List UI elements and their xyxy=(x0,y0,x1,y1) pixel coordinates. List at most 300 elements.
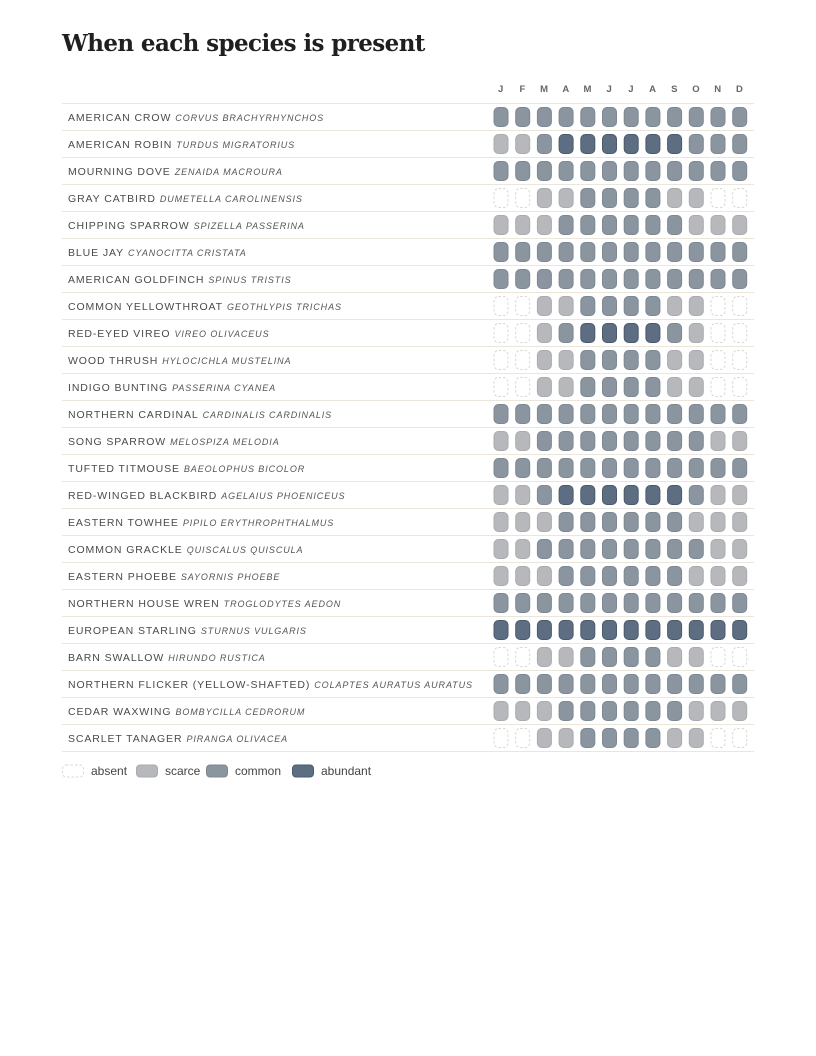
presence-cell-common xyxy=(624,297,638,316)
presence-cell-common xyxy=(494,405,508,424)
presence-cell-common xyxy=(537,459,551,478)
presence-cell-common xyxy=(581,702,595,721)
presence-cell-common xyxy=(689,162,703,181)
presence-cell-common xyxy=(603,702,617,721)
species-scientific-name: ZENAIDA MACROURA xyxy=(174,166,283,177)
presence-cell-scarce xyxy=(559,351,573,370)
presence-cell-scarce xyxy=(668,297,682,316)
presence-cell-scarce xyxy=(516,513,530,532)
species-common-name: AMERICAN CROW xyxy=(68,111,172,124)
presence-cell-absent xyxy=(733,729,747,748)
presence-cell-common xyxy=(646,648,660,667)
presence-cell-scarce xyxy=(494,567,508,586)
presence-cell-scarce xyxy=(668,189,682,208)
presence-cell-abundant xyxy=(668,621,682,640)
presence-cell-common xyxy=(646,189,660,208)
presence-cell-common xyxy=(516,675,530,694)
species-label xyxy=(68,733,288,745)
presence-cell-scarce xyxy=(689,378,703,397)
presence-cell-common xyxy=(581,459,595,478)
presence-cell-common xyxy=(559,567,573,586)
month-label: J xyxy=(606,84,613,95)
presence-cell-abundant xyxy=(516,621,530,640)
presence-cell-common xyxy=(646,702,660,721)
presence-cell-scarce xyxy=(689,513,703,532)
presence-cell-common xyxy=(733,108,747,127)
presence-cell-common xyxy=(624,648,638,667)
presence-cell-abundant xyxy=(559,486,573,505)
presence-cell-absent xyxy=(494,324,508,343)
presence-cell-common xyxy=(646,270,660,289)
presence-cell-scarce xyxy=(559,378,573,397)
presence-cell-common xyxy=(711,405,725,424)
presence-cell-common xyxy=(624,270,638,289)
presence-cell-common xyxy=(668,540,682,559)
presence-cell-common xyxy=(689,108,703,127)
species-scientific-name: AGELAIUS PHOENICEUS xyxy=(221,490,346,501)
species-label xyxy=(68,652,266,664)
presence-cell-common xyxy=(624,459,638,478)
presence-cell-common xyxy=(537,135,551,154)
presence-cell-common xyxy=(646,540,660,559)
presence-cell-common xyxy=(537,108,551,127)
presence-cell-common xyxy=(559,270,573,289)
species-common-name: COMMON YELLOWTHROAT xyxy=(68,300,223,313)
presence-cell-scarce xyxy=(733,216,747,235)
presence-cell-absent xyxy=(516,297,530,316)
presence-cell-scarce xyxy=(689,297,703,316)
presence-cell-common xyxy=(668,162,682,181)
presence-cell-common xyxy=(559,459,573,478)
presence-cell-scarce xyxy=(537,351,551,370)
presence-cell-scarce xyxy=(516,216,530,235)
presence-cell-common xyxy=(668,594,682,613)
presence-cell-common xyxy=(559,675,573,694)
month-label: O xyxy=(692,84,701,95)
presence-cell-common xyxy=(603,243,617,262)
presence-cell-common xyxy=(624,567,638,586)
presence-cell-common xyxy=(668,243,682,262)
presence-cell-common xyxy=(581,270,595,289)
species-common-name: CEDAR WAXWING xyxy=(68,705,172,718)
month-label: A xyxy=(562,84,570,95)
species-common-name: EUROPEAN STARLING xyxy=(68,624,197,637)
presence-cell-absent xyxy=(711,351,725,370)
presence-cell-common xyxy=(668,270,682,289)
presence-cell-common xyxy=(689,405,703,424)
presence-cell-common xyxy=(581,162,595,181)
species-scientific-name: SAYORNIS PHOEBE xyxy=(180,571,281,582)
species-scientific-name: BAEOLOPHUS BICOLOR xyxy=(183,463,306,474)
presence-cell-common xyxy=(603,540,617,559)
species-scientific-name: BOMBYCILLA CEDRORUM xyxy=(175,706,306,717)
presence-cell-scarce xyxy=(711,567,725,586)
presence-cell-abundant xyxy=(603,486,617,505)
presence-cell-common xyxy=(668,324,682,343)
presence-cell-scarce xyxy=(689,216,703,235)
presence-cell-scarce xyxy=(537,324,551,343)
species-common-name: WOOD THRUSH xyxy=(68,354,159,367)
presence-cell-common xyxy=(689,594,703,613)
presence-cell-common xyxy=(624,702,638,721)
presence-cell-abundant xyxy=(646,486,660,505)
species-common-name: EASTERN PHOEBE xyxy=(68,570,177,583)
species-label xyxy=(68,571,280,583)
presence-cell-scarce xyxy=(689,567,703,586)
presence-cell-common xyxy=(516,162,530,181)
presence-cell-common xyxy=(733,675,747,694)
presence-cell-absent xyxy=(494,351,508,370)
presence-cell-common xyxy=(603,729,617,748)
presence-cell-common xyxy=(733,243,747,262)
presence-cell-absent xyxy=(733,189,747,208)
month-label: M xyxy=(540,84,549,95)
presence-cell-common xyxy=(646,594,660,613)
species-label xyxy=(68,625,307,637)
presence-cell-common xyxy=(603,405,617,424)
month-label: F xyxy=(519,84,526,95)
presence-cell-common xyxy=(559,513,573,532)
presence-cell-common xyxy=(537,270,551,289)
presence-cell-common xyxy=(646,351,660,370)
presence-cell-common xyxy=(581,540,595,559)
presence-cell-abundant xyxy=(646,621,660,640)
presence-cell-common xyxy=(581,216,595,235)
presence-cell-scarce xyxy=(494,216,508,235)
presence-cell-common xyxy=(624,108,638,127)
species-label xyxy=(68,490,345,502)
presence-cell-absent xyxy=(516,648,530,667)
presence-cell-common xyxy=(733,459,747,478)
presence-cell-scarce xyxy=(516,540,530,559)
species-common-name: NORTHERN HOUSE WREN xyxy=(68,597,220,610)
species-common-name: RED-WINGED BLACKBIRD xyxy=(68,489,218,502)
presence-cell-common xyxy=(646,567,660,586)
species-scientific-name: SPIZELLA PASSERINA xyxy=(193,220,305,231)
presence-cell-scarce xyxy=(516,135,530,154)
presence-cell-scarce xyxy=(494,702,508,721)
legend-swatch-common xyxy=(207,765,228,777)
legend-label-absent: absent xyxy=(91,764,128,778)
presence-cell-common xyxy=(516,243,530,262)
presence-cell-common xyxy=(581,675,595,694)
presence-cell-scarce xyxy=(537,297,551,316)
presence-cell-common xyxy=(689,486,703,505)
species-common-name: EASTERN TOWHEE xyxy=(68,516,179,529)
presence-cell-common xyxy=(559,702,573,721)
species-label xyxy=(68,139,295,151)
species-scientific-name: PASSERINA CYANEA xyxy=(172,382,277,393)
legend-swatch-absent xyxy=(63,765,84,777)
species-common-name: BLUE JAY xyxy=(68,246,125,259)
presence-cell-scarce xyxy=(494,486,508,505)
presence-cell-common xyxy=(581,729,595,748)
legend-label-abundant: abundant xyxy=(321,764,372,778)
presence-cell-common xyxy=(603,351,617,370)
presence-cell-common xyxy=(733,594,747,613)
presence-cell-common xyxy=(711,108,725,127)
presence-cell-common xyxy=(581,432,595,451)
presence-cell-common xyxy=(689,135,703,154)
presence-cell-scarce xyxy=(537,378,551,397)
presence-cell-absent xyxy=(711,648,725,667)
presence-cell-abundant xyxy=(646,324,660,343)
presence-cell-common xyxy=(668,216,682,235)
presence-cell-common xyxy=(711,594,725,613)
presence-cell-scarce xyxy=(668,648,682,667)
presence-cell-scarce xyxy=(537,216,551,235)
presence-cell-common xyxy=(624,540,638,559)
presence-cell-absent xyxy=(733,378,747,397)
presence-cell-common xyxy=(668,459,682,478)
presence-cell-absent xyxy=(711,324,725,343)
presence-cell-abundant xyxy=(581,135,595,154)
presence-cell-common xyxy=(603,675,617,694)
species-label xyxy=(68,706,305,718)
presence-cell-scarce xyxy=(537,189,551,208)
presence-cell-common xyxy=(689,432,703,451)
presence-cell-common xyxy=(537,243,551,262)
species-label xyxy=(68,355,291,367)
presence-cell-common xyxy=(581,594,595,613)
presence-cell-scarce xyxy=(711,216,725,235)
presence-cell-common xyxy=(581,567,595,586)
presence-cell-common xyxy=(494,270,508,289)
presence-cell-common xyxy=(624,189,638,208)
presence-cell-common xyxy=(668,405,682,424)
presence-cell-common xyxy=(581,648,595,667)
presence-cell-scarce xyxy=(668,378,682,397)
presence-cell-common xyxy=(581,189,595,208)
species-common-name: AMERICAN GOLDFINCH xyxy=(68,273,205,286)
presence-cell-common xyxy=(581,351,595,370)
presence-cell-common xyxy=(668,702,682,721)
presence-cell-common xyxy=(516,108,530,127)
presence-cell-common xyxy=(581,513,595,532)
presence-cell-absent xyxy=(494,189,508,208)
species-label xyxy=(68,166,283,178)
species-label xyxy=(68,409,332,421)
presence-cell-absent xyxy=(733,324,747,343)
presence-cell-common xyxy=(537,432,551,451)
month-label: N xyxy=(714,84,722,95)
species-common-name: SONG SPARROW xyxy=(68,435,167,448)
presence-cell-scarce xyxy=(494,513,508,532)
species-label xyxy=(68,328,269,340)
presence-cell-common xyxy=(581,405,595,424)
legend-swatch-abundant xyxy=(293,765,314,777)
presence-cell-abundant xyxy=(624,486,638,505)
presence-cell-common xyxy=(537,675,551,694)
presence-cell-abundant xyxy=(668,135,682,154)
species-scientific-name: CYANOCITTA CRISTATA xyxy=(128,247,247,258)
presence-cell-common xyxy=(646,729,660,748)
presence-cell-abundant xyxy=(603,135,617,154)
species-scientific-name: CARDINALIS CARDINALIS xyxy=(202,409,333,420)
species-scientific-name: STURNUS VULGARIS xyxy=(200,625,307,636)
presence-cell-common xyxy=(646,675,660,694)
presence-cell-abundant xyxy=(559,621,573,640)
presence-cell-scarce xyxy=(516,432,530,451)
species-label xyxy=(68,274,292,286)
presence-cell-common xyxy=(494,162,508,181)
presence-cell-absent xyxy=(711,189,725,208)
presence-cell-scarce xyxy=(689,648,703,667)
presence-cell-common xyxy=(516,459,530,478)
presence-cell-scarce xyxy=(711,702,725,721)
presence-cell-common xyxy=(603,189,617,208)
presence-cell-scarce xyxy=(733,540,747,559)
species-common-name: AMERICAN ROBIN xyxy=(68,138,173,151)
presence-cell-common xyxy=(516,405,530,424)
presence-cell-common xyxy=(603,162,617,181)
presence-cell-common xyxy=(689,540,703,559)
presence-cell-absent xyxy=(733,648,747,667)
presence-cell-absent xyxy=(733,351,747,370)
species-label xyxy=(68,193,303,205)
presence-cell-abundant xyxy=(559,135,573,154)
species-label xyxy=(68,463,305,475)
presence-cell-common xyxy=(494,675,508,694)
presence-cell-common xyxy=(646,513,660,532)
presence-cell-abundant xyxy=(581,486,595,505)
species-label xyxy=(68,436,280,448)
presence-cell-common xyxy=(559,243,573,262)
presence-cell-abundant xyxy=(646,135,660,154)
presence-cell-common xyxy=(624,162,638,181)
species-common-name: COMMON GRACKLE xyxy=(68,543,183,556)
presence-cell-scarce xyxy=(689,729,703,748)
species-scientific-name: DUMETELLA CAROLINENSIS xyxy=(159,193,303,204)
legend-label-scarce: scarce xyxy=(165,764,201,778)
presence-cell-scarce xyxy=(559,729,573,748)
presence-cell-common xyxy=(711,243,725,262)
presence-cell-scarce xyxy=(537,648,551,667)
presence-cell-common xyxy=(559,162,573,181)
presence-cell-scarce xyxy=(733,513,747,532)
presence-cell-common xyxy=(733,405,747,424)
presence-cell-absent xyxy=(516,729,530,748)
presence-cell-common xyxy=(603,513,617,532)
presence-cell-common xyxy=(559,540,573,559)
species-common-name: RED-EYED VIREO xyxy=(68,327,171,340)
presence-cell-abundant xyxy=(624,621,638,640)
presence-cell-common xyxy=(581,378,595,397)
presence-cell-common xyxy=(733,270,747,289)
presence-cell-common xyxy=(516,270,530,289)
presence-cell-scarce xyxy=(516,486,530,505)
presence-cell-common xyxy=(603,378,617,397)
presence-cell-common xyxy=(603,459,617,478)
presence-cell-abundant xyxy=(581,324,595,343)
presence-cell-abundant xyxy=(733,621,747,640)
species-label xyxy=(68,544,303,556)
species-label xyxy=(68,679,473,691)
presence-cell-scarce xyxy=(711,540,725,559)
month-label: D xyxy=(735,84,744,95)
presence-cell-scarce xyxy=(689,324,703,343)
species-scientific-name: CORVUS BRACHYRHYNCHOS xyxy=(175,112,325,123)
presence-cell-common xyxy=(646,459,660,478)
species-label xyxy=(68,247,247,259)
presence-cell-common xyxy=(537,162,551,181)
presence-cell-scarce xyxy=(494,135,508,154)
month-label: S xyxy=(671,84,679,95)
species-scientific-name: QUISCALUS QUISCULA xyxy=(186,544,304,555)
presence-cell-absent xyxy=(711,378,725,397)
presence-cell-common xyxy=(668,675,682,694)
presence-cell-common xyxy=(603,432,617,451)
presence-cell-scarce xyxy=(733,432,747,451)
species-common-name: NORTHERN FLICKER (YELLOW-SHAFTED) xyxy=(68,678,311,691)
presence-cell-common xyxy=(624,594,638,613)
presence-cell-common xyxy=(646,297,660,316)
presence-cell-common xyxy=(603,594,617,613)
presence-cell-common xyxy=(624,378,638,397)
presence-cell-absent xyxy=(516,189,530,208)
presence-cell-abundant xyxy=(668,486,682,505)
species-common-name: MOURNING DOVE xyxy=(68,165,171,178)
presence-cell-common xyxy=(581,108,595,127)
presence-cell-common xyxy=(516,594,530,613)
presence-cell-common xyxy=(624,243,638,262)
presence-cell-common xyxy=(646,432,660,451)
presence-cell-scarce xyxy=(733,702,747,721)
presence-cell-scarce xyxy=(559,648,573,667)
presence-cell-common xyxy=(668,432,682,451)
month-label: A xyxy=(649,84,657,95)
presence-cell-common xyxy=(646,162,660,181)
month-label: J xyxy=(498,84,504,95)
presence-cell-scarce xyxy=(516,567,530,586)
presence-cell-common xyxy=(537,405,551,424)
presence-cell-common xyxy=(711,459,725,478)
presence-cell-absent xyxy=(711,297,725,316)
species-scientific-name: VIREO OLIVACEUS xyxy=(174,328,270,339)
presence-cell-scarce xyxy=(711,486,725,505)
presence-cell-scarce xyxy=(668,351,682,370)
presence-cell-common xyxy=(689,270,703,289)
species-common-name: BARN SWALLOW xyxy=(68,651,165,664)
presence-cell-common xyxy=(581,297,595,316)
presence-cell-scarce xyxy=(516,702,530,721)
species-label xyxy=(68,220,305,232)
presence-cell-scarce xyxy=(494,540,508,559)
presence-cell-common xyxy=(559,405,573,424)
presence-cell-common xyxy=(668,513,682,532)
presence-cell-common xyxy=(624,432,638,451)
presence-cell-absent xyxy=(516,351,530,370)
species-common-name: TUFTED TITMOUSE xyxy=(68,462,180,475)
presence-cell-scarce xyxy=(537,702,551,721)
presence-cell-scarce xyxy=(711,513,725,532)
presence-cell-abundant xyxy=(603,324,617,343)
presence-cell-scarce xyxy=(537,513,551,532)
presence-cell-scarce xyxy=(733,567,747,586)
page-title: When each species is present xyxy=(62,30,425,57)
presence-cell-common xyxy=(603,216,617,235)
species-scientific-name: TROGLODYTES AEDON xyxy=(223,598,342,609)
presence-cell-common xyxy=(733,135,747,154)
species-scientific-name: PIPILO ERYTHROPHTHALMUS xyxy=(182,517,335,528)
presence-cell-absent xyxy=(494,297,508,316)
presence-cell-common xyxy=(646,378,660,397)
species-common-name: NORTHERN CARDINAL xyxy=(68,408,199,421)
presence-cell-scarce xyxy=(689,189,703,208)
species-scientific-name: MELOSPIZA MELODIA xyxy=(170,436,280,447)
presence-cell-common xyxy=(624,351,638,370)
presence-cell-abundant xyxy=(537,621,551,640)
